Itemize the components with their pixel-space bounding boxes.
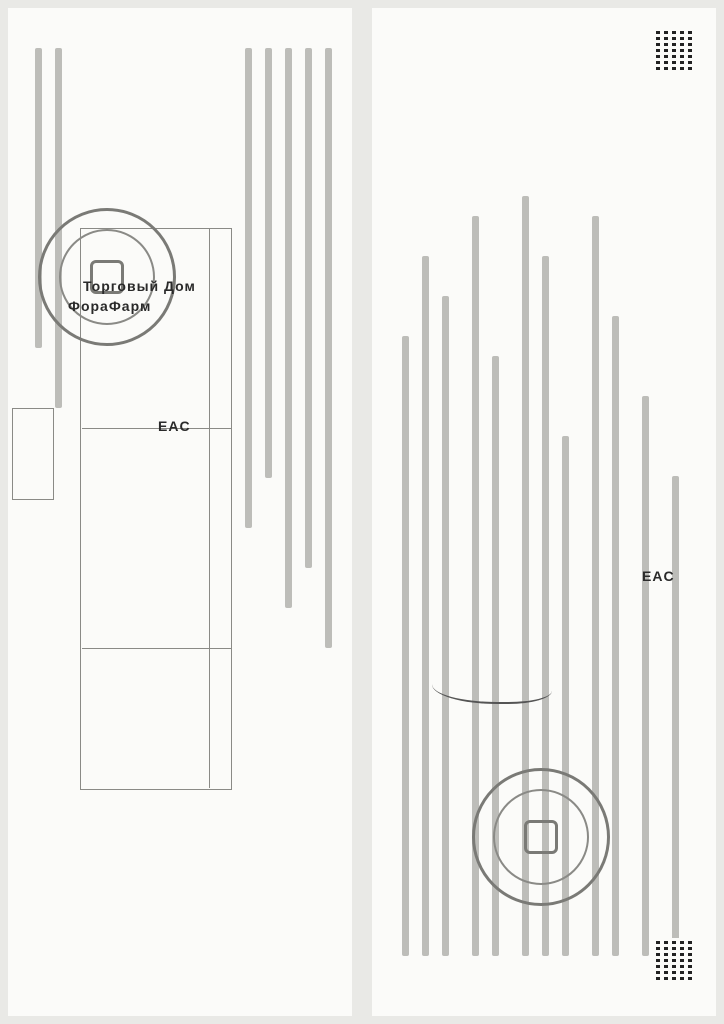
quality-certificate-page bbox=[8, 8, 352, 1016]
text-line bbox=[402, 336, 409, 956]
eac-mark: EAC bbox=[642, 568, 675, 584]
table-rule bbox=[82, 648, 232, 649]
text-line bbox=[245, 48, 252, 528]
table-rule bbox=[82, 428, 232, 429]
text-line bbox=[305, 48, 312, 568]
text-line bbox=[442, 296, 449, 956]
company-seal bbox=[472, 768, 610, 906]
eac-mark: EAC bbox=[158, 418, 191, 434]
table-rule bbox=[209, 228, 210, 788]
text-line bbox=[265, 48, 272, 478]
text-line bbox=[642, 396, 649, 956]
text-line bbox=[422, 256, 429, 956]
text-line bbox=[35, 48, 42, 348]
text-line bbox=[325, 48, 332, 648]
stamp-label: Торговый Дом bbox=[83, 278, 196, 294]
text-line bbox=[612, 316, 619, 956]
qr-code bbox=[652, 28, 696, 72]
stamp-label: ФораФарм bbox=[68, 298, 152, 314]
company-seal bbox=[38, 208, 176, 346]
qr-code bbox=[652, 938, 696, 982]
text-line bbox=[285, 48, 292, 608]
text-line bbox=[672, 476, 679, 956]
rotated-content bbox=[8, 8, 352, 1016]
declaration-page bbox=[372, 8, 716, 1016]
otk-stamp bbox=[12, 408, 54, 500]
